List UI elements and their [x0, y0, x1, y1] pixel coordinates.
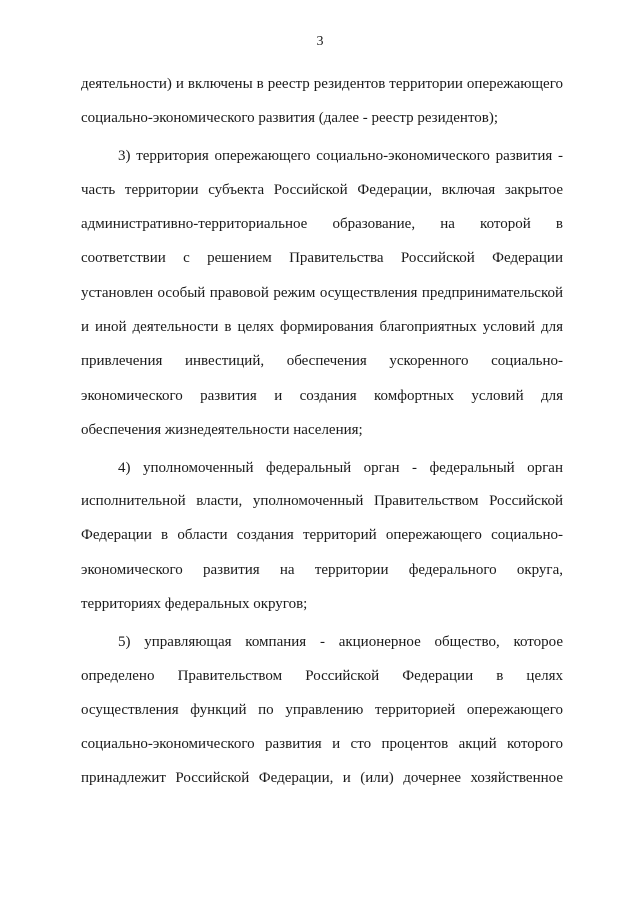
paragraph-line: обеспечения жизнедеятельности населения;: [81, 422, 363, 438]
paragraph-line: экономического развития на территории федерального округа,: [81, 562, 563, 578]
paragraph-line: 4) уполномоченный федеральный орган - федеральный орган: [118, 460, 563, 476]
paragraph-line: и иной деятельности в целях формирования благоприятных условий для: [81, 319, 563, 335]
paragraph-line: часть территории субъекта Российской Федерации, включая закрытое: [81, 182, 563, 198]
page-number: 3: [316, 34, 324, 49]
paragraph-line: экономического развития и создания комфортных условий для: [81, 388, 563, 404]
paragraph-line: исполнительной власти, уполномоченный Правительством Российской: [81, 493, 563, 509]
paragraph-line: социально-экономического развития (далее - реестр резидентов);: [81, 110, 499, 126]
paragraph-line: определено Правительством Российской Федерации в целях: [81, 668, 563, 684]
paragraph-line: установлен особый правовой режим осуществления предпринимательской: [81, 285, 563, 301]
paragraph-line: принадлежит Российской Федерации, и (или) дочернее хозяйственное: [81, 770, 563, 786]
paragraph-line: территориях федеральных округов;: [81, 596, 308, 612]
paragraph-line: социально-экономического развития и сто процентов акций которого: [81, 736, 563, 752]
paragraph-line: Федерации в области создания территорий опережающего социально-: [81, 527, 563, 543]
paragraph-line: соответствии с решением Правительства Российской Федерации: [81, 250, 563, 266]
paragraph-line: административно-территориальное образование, на которой в: [81, 216, 563, 232]
paragraph-line: 3) территория опережающего социально-экономического развития -: [118, 148, 563, 164]
paragraph-line: 5) управляющая компания - акционерное общество, которое: [118, 634, 563, 650]
paragraph-line: деятельности) и включены в реестр резидентов территории опережающего: [81, 76, 563, 92]
paragraph-line: осуществления функций по управлению территорией опережающего: [81, 702, 563, 718]
paragraph-line: привлечения инвестиций, обеспечения ускоренного социально-: [81, 353, 563, 369]
